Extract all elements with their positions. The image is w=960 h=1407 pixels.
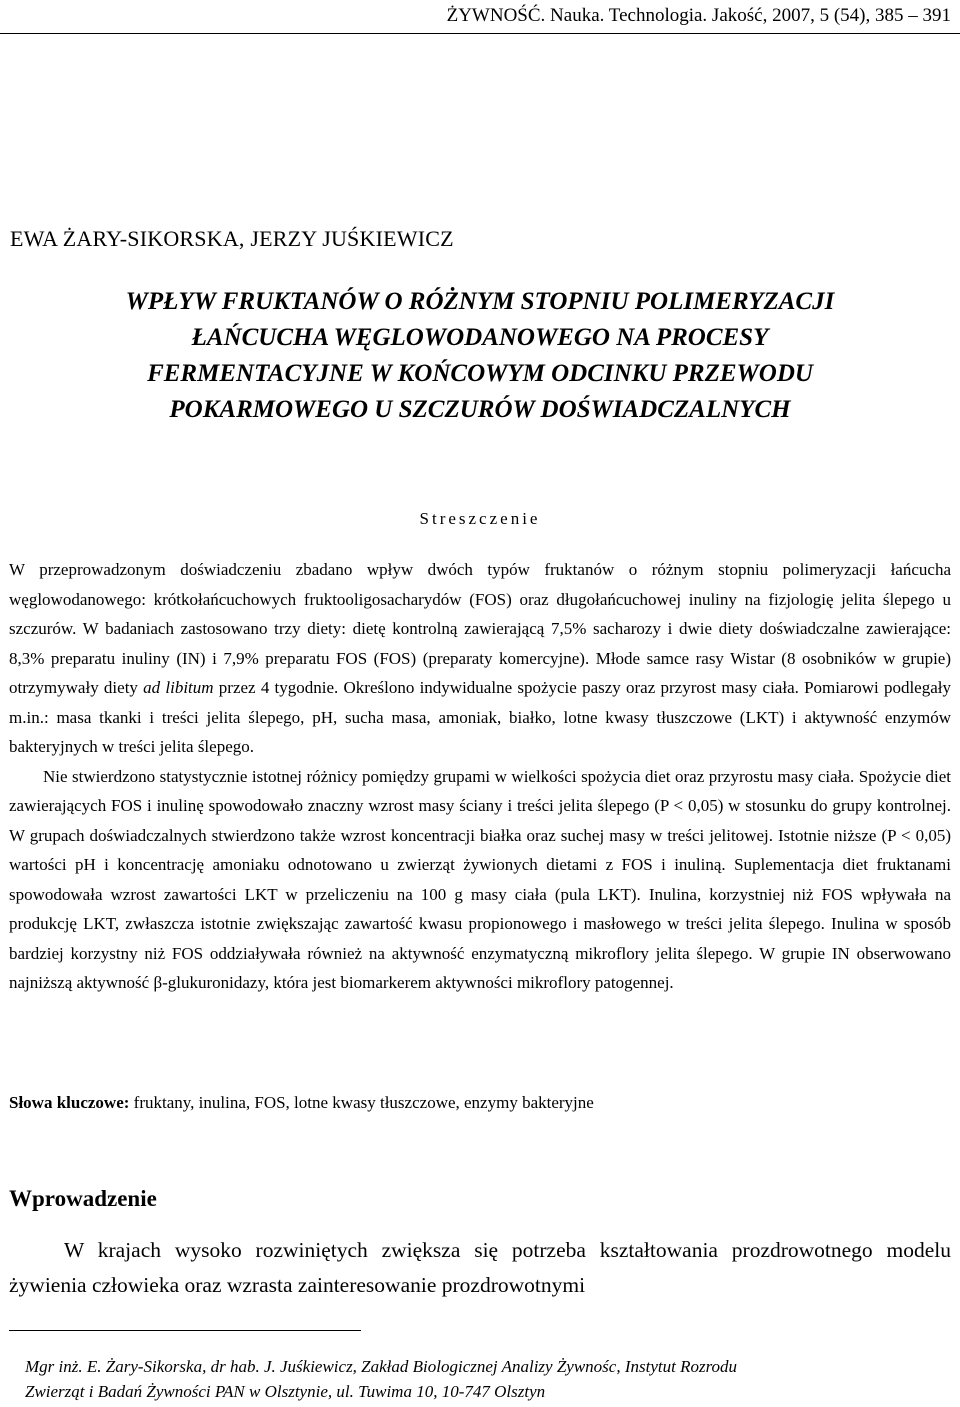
title-line: FERMENTACYJNE W KOŃCOWYM ODCINKU PRZEWODU [147,360,813,387]
keywords [9,1090,951,1116]
article-title [0,284,960,428]
abstract [9,555,951,998]
header-rule [0,33,960,34]
footnote [25,1354,955,1404]
title-line: WPŁYW FRUKTANÓW O RÓŻNYM STOPNIU POLIMERYZACJI [125,288,835,315]
section-heading: Wprowadzenie [9,1186,157,1211]
introduction-body [9,1233,951,1303]
abstract-italic-text: ad libitum [143,678,214,697]
introduction-paragraph: W krajach wysoko rozwiniętych zwiększa się potrzeba kształtowania prozdrowotnego modelu żywienia człowieka oraz wzrasta zainteresowanie prozdrowotnymi [9,1238,951,1297]
footnote-line: Mgr inż. E. Żary-Sikorska, dr hab. J. Juśkiewicz, Zakład Biologicznej Analizy Żywnośc, Instytut Rozrodu [25,1357,738,1376]
footnote-rule [9,1330,361,1331]
keywords-label: Słowa kluczowe: [9,1093,130,1112]
title-line: POKARMOWEGO U SZCZURÓW DOŚWIADCZALNYCH [169,396,791,423]
keywords-text: fruktany, inulina, FOS, lotne kwasy tłuszczowe, enzymy bakteryjne [129,1093,594,1112]
authors: EWA ŻARY-SIKORSKA, JERZY JUŚKIEWICZ [10,226,454,251]
footnote-line: Zwierząt i Badań Żywności PAN w Olsztynie, ul. Tuwima 10, 10-747 Olsztyn [25,1382,546,1401]
abstract-paragraph: Nie stwierdzono statystycznie istotnej różnicy pomiędzy grupami w wielkości spożycia diet oraz przyrostu masy ciała. Spożycie diet zawierających FOS i inulinę spowodowało znaczny wzrost masy ściany i treści jelita ślepego (P < 0,05) w stosunku do grupy kontrolnej. W grupach doświadczalnych stwierdzono także wzrost koncentracji białka oraz suchej masy w treści jelitowej. Istotnie niższe (P < 0,05) wartości pH i koncentrację amoniaku odnotowano u zwierząt żywionych dietami z FOS i inuliną. Suplementacja diet fruktanami spowodowała wzrost zawartości LKT w przeliczeniu na 100 g masy ciała (pula LKT). Inulina, korzystniej niż FOS wpływała na produkcję LKT, zwłaszcza istotnie zwiększając zawartość kwasu propionowego i masłowego w treści jelita ślepego. Inulina w sposób bardziej korzystny niż FOS oddziaływała również na aktywność enzymatyczną mikroflory jelita ślepego. W grupie IN obserwowano najniższą aktywność β-glukuronidazy, która jest biomarkerem aktywności mikroflory patogennej. [9,766,951,992]
abstract-text: przez 4 tygodnie. Określono indywidualne spożycie paszy oraz przyrost masy ciała. Pomiarowi podlegały m.in.: masa tkanki i treści jelita ślepego, pH, sucha masa, amoniak, białko, lotne kwasy tłuszczowe (LKT) i aktywność enzymów bakteryjnych w treści jelita ślepego. [9,678,951,756]
abstract-heading: Streszczenie [419,509,541,528]
abstract-text: W przeprowadzonym doświadczeniu zbadano wpływ dwóch typów fruktanów o różnym stopniu polimeryzacji łańcucha węglowodanowego: krótkołańcuchowych fruktooligosacharydów (FOS) oraz długołańcuchowej inuliny na fizjologię jelita ślepego u szczurów. W badaniach zastosowano trzy diety: dietę kontrolną zawierającą 7,5% sacharozy i dwie diety doświadczalne zawierające: 8,3% preparatu inuliny (IN) i 7,9% preparatu FOS (FOS) (preparaty komercyjne). Młode samce rasy Wistar (8 osobników w grupie) otrzymywały diety [9,560,951,697]
journal-header: ŻYWNOŚĆ. Nauka. Technologia. Jakość, 2007, 5 (54), 385 – 391 [446,5,951,26]
abstract-paragraph [9,555,951,762]
title-line: ŁAŃCUCHA WĘGLOWODANOWEGO NA PROCESY [191,324,769,351]
